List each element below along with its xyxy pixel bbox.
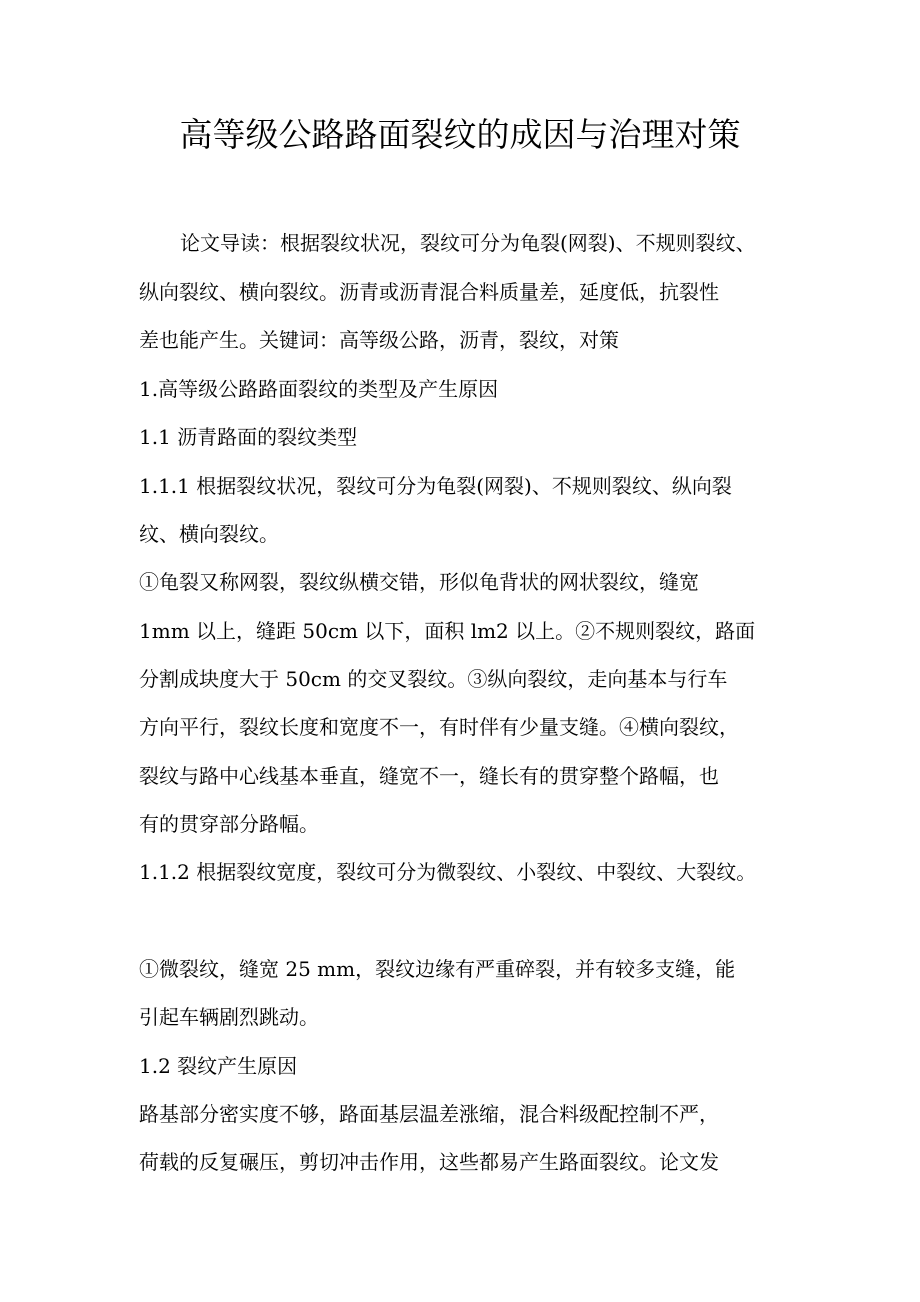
- paragraph-line: 1mm 以上，缝距 50cm 以下，面积 lm2 以上。②不规则裂纹，路面: [139, 619, 756, 643]
- paragraph-line: 路基部分密实度不够，路面基层温差涨缩，混合料级配控制不严，: [139, 1102, 719, 1126]
- paragraph-line: 纹、横向裂纹。: [139, 522, 279, 546]
- paragraph-line: 论文导读：根据裂纹状况，裂纹可分为龟裂(网裂)、不规则裂纹、: [160, 231, 756, 255]
- paragraph-line: 分割成块度大于 50cm 的交叉裂纹。③纵向裂纹，走向基本与行车: [139, 667, 728, 691]
- paragraph-line: ①微裂纹，缝宽 25 mm，裂纹边缘有严重碎裂，并有较多支缝，能: [139, 957, 736, 981]
- paragraph-line: 纵向裂纹、横向裂纹。沥青或沥青混合料质量差，延度低，抗裂性: [139, 280, 719, 304]
- paragraph-line: 荷载的反复碾压，剪切冲击作用，这些都易产生路面裂纹。论文发: [139, 1150, 719, 1174]
- subsection-heading: 1.1 沥青路面的裂纹类型: [139, 425, 358, 449]
- paragraph-line: 1.1.1 根据裂纹状况，裂纹可分为龟裂(网裂)、不规则裂纹、纵向裂: [139, 474, 732, 498]
- paragraph-line: 裂纹与路中心线基本垂直，缝宽不一，缝长有的贯穿整个路幅，也: [139, 764, 719, 788]
- paragraph-line: 方向平行，裂纹长度和宽度不一，有时伴有少量支缝。④横向裂纹，: [139, 715, 739, 739]
- paragraph-line: ①龟裂又称网裂，裂纹纵横交错，形似龟背状的网状裂纹，缝宽: [139, 570, 699, 594]
- paragraph-line: 有的贯穿部分路幅。: [139, 812, 319, 836]
- section-heading: 1.高等级公路路面裂纹的类型及产生原因: [139, 377, 499, 401]
- paragraph-line: 引起车辆剧烈跳动。: [139, 1005, 319, 1029]
- document-title: 高等级公路路面裂纹的成因与治理对策: [179, 115, 741, 154]
- paragraph-line: 1.1.2 根据裂纹宽度，裂纹可分为微裂纹、小裂纹、中裂纹、大裂纹。: [139, 860, 757, 884]
- subsection-heading: 1.2 裂纹产生原因: [139, 1054, 298, 1078]
- paragraph-line: 差也能产生。关键词：高等级公路，沥青，裂纹，对策: [139, 328, 619, 352]
